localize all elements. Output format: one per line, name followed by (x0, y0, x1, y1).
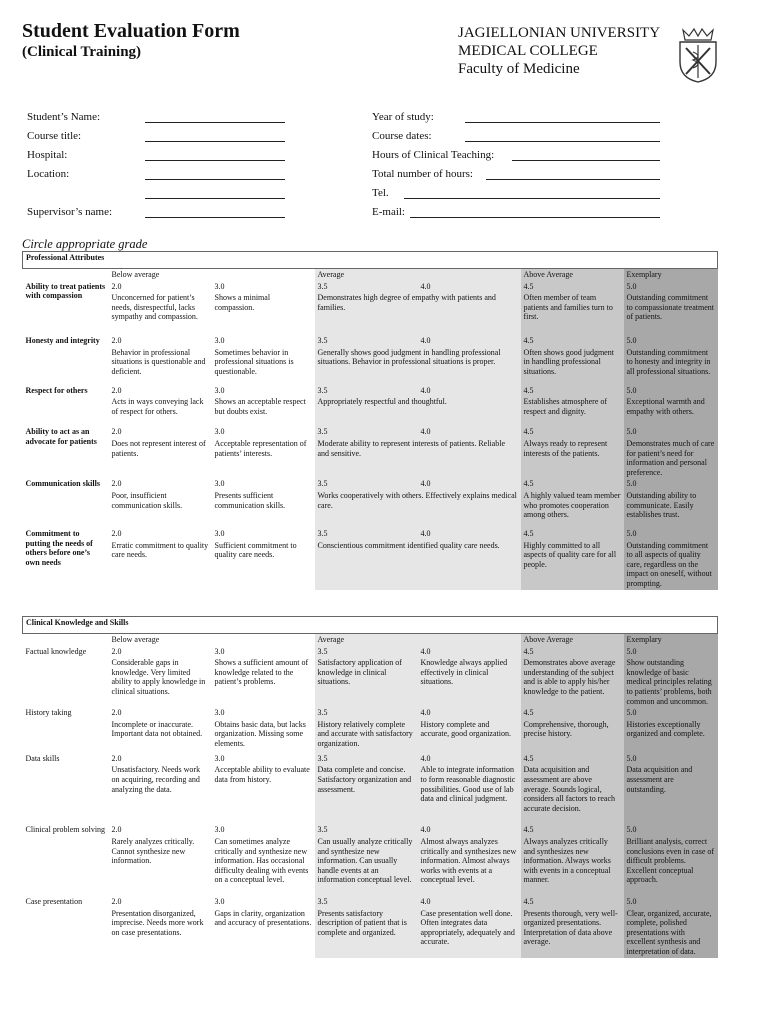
description-3-0: Sufficient commitment to quality care needs. (214, 540, 297, 560)
grade-2-0[interactable]: 2.0 (111, 646, 122, 656)
criterion-label: Case presentation (25, 896, 83, 906)
year-label: Year of study: (372, 111, 434, 123)
group-below-average: Below average (111, 635, 160, 644)
grade-2-0[interactable]: 2.0 (111, 528, 122, 538)
tel-label: Tel. (372, 187, 389, 199)
knowledge-section-title: Clinical Knowledge and Skills (23, 617, 718, 634)
location-field[interactable] (145, 179, 285, 180)
group-above-average: Above Average (521, 634, 624, 646)
description-2-0: Considerable gaps in knowledge. Very limited ability to apply knowledge in clinical situations. (111, 658, 206, 696)
description-5-0: Outstanding ability to communicate. Easily establishes trust. (624, 490, 718, 528)
description-4-5: Data acquisition and assessment are above average. Sounds logical, considers all factors to reach accurate decision. (521, 764, 624, 824)
grade-3-5[interactable]: 3.5 (315, 335, 418, 347)
description-3-5: Presents satisfactory description of patient that is complete and organized. (315, 908, 418, 958)
description-4-5: Comprehensive, thorough, precise history. (521, 719, 624, 753)
description-4-5: A highly valued team member who promotes cooperation among others. (521, 490, 624, 528)
grade-4-5[interactable]: 4.5 (521, 707, 624, 719)
grade-4-0[interactable]: 4.0 (418, 646, 521, 658)
description-2-0: Presentation disorganized, imprecise. Needs more work on case presentations. (111, 908, 204, 937)
description-3-5-4-0: Conscientious commitment identified quality care needs. (315, 540, 521, 590)
group-header-blank (23, 269, 109, 281)
description-4-5: Highly committed to all aspects of quality care for all people. (521, 540, 624, 590)
description-3-0: Can sometimes analyze critically and synthesize new information. Has occasional difficulty dealing with events on a conceptual level. (214, 836, 309, 885)
grade-3-0[interactable]: 3.0 (214, 528, 225, 538)
grade-3-5[interactable]: 3.5 (315, 426, 418, 438)
course-dates-field[interactable] (465, 141, 660, 142)
grade-4-0[interactable]: 4.0 (418, 707, 521, 719)
hospital-field[interactable] (145, 160, 285, 161)
description-4-5: Presents thorough, very well-organized presentations. Interpretation of data above average. (521, 908, 624, 958)
description-3-0: Shows a sufficient amount of knowledge related to the patient’s problems. (214, 658, 309, 687)
grade-4-5[interactable]: 4.5 (521, 478, 624, 490)
description-5-0: Brilliant analysis, correct conclusions even in case of difficult problems. Excellent conceptual approach. (624, 836, 718, 896)
criterion-label: Respect for others (25, 385, 88, 395)
grade-3-5[interactable]: 3.5 (315, 281, 418, 293)
grade-3-0[interactable]: 3.0 (214, 281, 225, 291)
description-5-0: Histories exceptionally organized and complete. (624, 719, 718, 753)
group-exemplary: Exemplary (624, 634, 718, 646)
grade-4-5[interactable]: 4.5 (521, 824, 624, 836)
grade-2-0[interactable]: 2.0 (111, 708, 122, 718)
group-header-blank (23, 634, 109, 646)
grade-3-5[interactable]: 3.5 (315, 896, 418, 908)
description-5-0: Exceptional warmth and empathy with others. (624, 396, 718, 426)
description-5-0: Outstanding commitment to honesty and integrity in all professional situations. (624, 347, 718, 385)
grade-3-0[interactable]: 3.0 (214, 479, 225, 489)
grade-3-0[interactable]: 3.0 (214, 427, 225, 437)
description-3-0: Presents sufficient communication skills. (214, 490, 286, 510)
description-2-0: Unsatisfactory. Needs work on acquiring, recording and analyzing the data. (111, 765, 201, 794)
grade-4-0[interactable]: 4.0 (418, 528, 521, 540)
grade-3-0[interactable]: 3.0 (214, 825, 225, 835)
supervisor-field[interactable] (145, 217, 285, 218)
grade-4-0[interactable]: 4.0 (418, 753, 521, 765)
grade-4-5[interactable]: 4.5 (521, 281, 624, 293)
grade-5-0[interactable]: 5.0 (624, 426, 718, 438)
grade-5-0[interactable]: 5.0 (624, 896, 718, 908)
description-4-0: Knowledge always applied effectively in clinical situations. (418, 657, 521, 707)
description-5-0: Clear, organized, accurate, complete, polished presentations with excellent synthesis and interpretation of data. (624, 908, 718, 958)
form-subtitle: (Clinical Training) (22, 44, 142, 60)
location-field-2[interactable] (145, 198, 285, 199)
grade-3-0[interactable]: 3.0 (214, 896, 225, 906)
criterion-label: Ability to act as an advocate for patients (25, 427, 97, 446)
grade-2-0[interactable]: 2.0 (111, 281, 122, 291)
university-line-2: MEDICAL COLLEGE (458, 43, 598, 59)
grade-3-5[interactable]: 3.5 (315, 385, 418, 397)
grade-4-5[interactable]: 4.5 (521, 528, 624, 540)
grade-3-0[interactable]: 3.0 (214, 708, 225, 718)
description-2-0: Unconcerned for patient’s needs, disrespectful, lacks sympathy and compassion. (111, 293, 198, 322)
description-4-5: Often member of team patients and families turn to first. (521, 292, 624, 335)
description-5-0: Outstanding commitment to compassionate treatment of patients. (624, 292, 718, 335)
criterion-label: Communication skills (25, 479, 100, 489)
description-4-0: Almost always analyzes critically and synthesizes new information. Almost always works with events at a conceptual level. (418, 836, 521, 896)
university-line-3: Faculty of Medicine (458, 61, 580, 77)
professional-section-title: Professional Attributes (23, 252, 718, 269)
hospital-label: Hospital: (27, 149, 68, 161)
grade-3-0[interactable]: 3.0 (214, 336, 225, 346)
grade-4-5[interactable]: 4.5 (521, 646, 624, 658)
description-4-5: Demonstrates above average understanding of the subject and is able to apply his/her knowledge to the patient. (521, 657, 624, 707)
description-2-0: Rarely analyzes critically. Cannot synthesize new information. (111, 836, 195, 866)
clinical-hours-label: Hours of Clinical Teaching: (372, 149, 495, 161)
description-5-0: Demonstrates much of care for patient’s need for information and personal preference. (624, 438, 718, 478)
group-above-average: Above Average (521, 269, 624, 281)
description-3-5: History relatively complete and accurate with satisfactory organization. (315, 719, 418, 753)
description-3-5: Can usually analyze critically and synthesize new information. Can usually handle events at an information conceptual level. (315, 836, 418, 896)
grade-4-5[interactable]: 4.5 (521, 426, 624, 438)
form-title: Student Evaluation Form (22, 20, 240, 42)
university-crest-icon (675, 26, 721, 84)
grade-3-0[interactable]: 3.0 (214, 385, 225, 395)
grade-3-5[interactable]: 3.5 (315, 528, 418, 540)
description-4-0: Case presentation well done. Often integrates data appropriately, adequately and accurate. (418, 908, 521, 958)
criterion-label: Ability to treat patients with compassion (25, 281, 106, 301)
course-dates-label: Course dates: (372, 130, 432, 142)
grade-2-0[interactable]: 2.0 (111, 753, 122, 763)
description-2-0: Acts in ways conveying lack of respect for others. (111, 397, 204, 416)
description-5-0: Data acquisition and assessment are outstanding. (624, 764, 718, 824)
description-2-0: Behavior in professional situations is questionable and deficient. (111, 347, 206, 376)
description-4-5: Always analyzes critically and synthesizes new information. Always works with events in a conceptual manner. (521, 836, 624, 896)
grade-3-0[interactable]: 3.0 (214, 753, 225, 763)
description-4-0: Able to integrate information to form reasonable diagnostic possibilities. Good use of lab data and clinical judgment. (418, 764, 521, 824)
grade-3-5[interactable]: 3.5 (315, 646, 418, 658)
description-3-5: Data complete and concise. Satisfactory organization and assessment. (315, 764, 418, 824)
course-title-label: Course title: (27, 130, 82, 142)
criterion-label: Honesty and integrity (25, 336, 100, 346)
description-4-5: Often shows good judgment in handling professional situations. (521, 347, 624, 385)
grade-3-0[interactable]: 3.0 (214, 646, 225, 656)
grade-4-5[interactable]: 4.5 (521, 896, 624, 908)
description-2-0: Poor, insufficient communication skills. (111, 490, 183, 510)
year-field[interactable] (465, 122, 660, 123)
total-hours-field[interactable] (486, 179, 660, 180)
email-field[interactable] (410, 217, 660, 218)
description-2-0: Erratic commitment to quality care needs. (111, 540, 209, 560)
criterion-label: History taking (25, 708, 72, 718)
grade-4-5[interactable]: 4.5 (521, 335, 624, 347)
grade-4-5[interactable]: 4.5 (521, 753, 624, 765)
criterion-label: Factual knowledge (25, 646, 87, 656)
grade-5-0[interactable]: 5.0 (624, 753, 718, 765)
description-3-0: Shows an acceptable respect but doubts exist. (214, 397, 306, 416)
description-5-0: Outstanding commitment to all aspects of quality care, regardless on the impact on oneself, without prompting. (624, 540, 718, 590)
grade-3-5[interactable]: 3.5 (315, 753, 418, 765)
grade-5-0[interactable]: 5.0 (624, 528, 718, 540)
grade-3-5[interactable]: 3.5 (315, 478, 418, 490)
description-4-0: History complete and accurate, good organization. (418, 719, 521, 753)
grade-4-5[interactable]: 4.5 (521, 385, 624, 397)
student-name-label: Student’s Name: (27, 111, 101, 123)
group-average: Average (315, 269, 521, 281)
group-exemplary: Exemplary (624, 269, 718, 281)
description-4-5: Always ready to represent interests of the patients. (521, 438, 624, 478)
grade-5-0[interactable]: 5.0 (624, 335, 718, 347)
criterion-label: Clinical problem solving (25, 825, 106, 835)
location-label: Location: (27, 168, 70, 180)
grade-2-0[interactable]: 2.0 (111, 336, 122, 346)
grade-4-0[interactable]: 4.0 (418, 824, 521, 836)
description-3-5-4-0: Appropriately respectful and thoughtful. (315, 396, 521, 426)
description-4-5: Establishes atmosphere of respect and dignity. (521, 396, 624, 426)
description-2-0: Does not represent interest of patients. (111, 438, 206, 458)
grade-4-0[interactable]: 4.0 (418, 896, 521, 908)
grade-5-0[interactable]: 5.0 (624, 281, 718, 293)
grade-5-0[interactable]: 5.0 (624, 646, 718, 658)
email-label: E-mail: (372, 206, 405, 218)
criterion-label: Data skills (25, 753, 60, 763)
professional-attributes-table (22, 251, 718, 590)
grade-4-0[interactable]: 4.0 (418, 281, 521, 293)
group-below-average: Below average (111, 270, 160, 279)
description-3-5-4-0: Demonstrates high degree of empathy with patients and families. (315, 292, 521, 335)
total-hours-label: Total number of hours: (372, 168, 473, 180)
grade-3-5[interactable]: 3.5 (315, 824, 418, 836)
description-3-5-4-0: Moderate ability to represent interests of patients. Reliable and sensitive. (315, 438, 521, 478)
criterion-label: Commitment to putting the needs of others before one’s own needs (25, 528, 93, 567)
grade-2-0[interactable]: 2.0 (111, 385, 122, 395)
grade-2-0[interactable]: 2.0 (111, 479, 122, 489)
description-3-0: Obtains basic data, but lacks organization. Missing some elements. (214, 719, 306, 748)
description-3-5-4-0: Generally shows good judgment in handling professional situations. Behavior in professional situations is proper. (315, 347, 521, 385)
grade-4-0[interactable]: 4.0 (418, 335, 521, 347)
description-3-0: Sometimes behavior in professional situations is questionable. (214, 347, 294, 376)
grade-4-0[interactable]: 4.0 (418, 385, 521, 397)
grade-2-0[interactable]: 2.0 (111, 825, 122, 835)
grade-2-0[interactable]: 2.0 (111, 427, 122, 437)
clinical-knowledge-table (22, 616, 718, 958)
description-3-5-4-0: Works cooperatively with others. Effectively explains medical care. (315, 490, 521, 528)
description-3-0: Gaps in clarity, organization and accuracy of presentations. (214, 908, 312, 928)
description-3-0: Acceptable representation of patients’ interests. (214, 438, 307, 458)
tel-field[interactable] (404, 198, 660, 199)
grade-5-0[interactable]: 5.0 (624, 478, 718, 490)
grade-4-0[interactable]: 4.0 (418, 478, 521, 490)
grade-5-0[interactable]: 5.0 (624, 824, 718, 836)
grade-4-0[interactable]: 4.0 (418, 426, 521, 438)
description-3-0: Acceptable ability to evaluate data from history. (214, 765, 310, 784)
group-average: Average (315, 634, 521, 646)
course-title-field[interactable] (145, 141, 285, 142)
description-5-0: Show outstanding knowledge of basic medical principles relating to patients’ problems, both common and uncommon. (624, 657, 718, 707)
university-name (458, 24, 660, 78)
grade-5-0[interactable]: 5.0 (624, 707, 718, 719)
grade-5-0[interactable]: 5.0 (624, 385, 718, 397)
clinical-hours-field[interactable] (512, 160, 660, 161)
grade-2-0[interactable]: 2.0 (111, 896, 122, 906)
grade-3-5[interactable]: 3.5 (315, 707, 418, 719)
description-3-5: Satisfactory application of knowledge in clinical situations. (315, 657, 418, 707)
student-name-field[interactable] (145, 122, 285, 123)
description-3-0: Shows a minimal compassion. (214, 293, 271, 312)
supervisor-label: Supervisor’s name: (27, 206, 113, 218)
university-line-1: JAGIELLONIAN UNIVERSITY (458, 25, 661, 41)
instruction-text: Circle appropriate grade (22, 237, 148, 251)
description-2-0: Incomplete or inaccurate. Important data not obtained. (111, 719, 203, 739)
